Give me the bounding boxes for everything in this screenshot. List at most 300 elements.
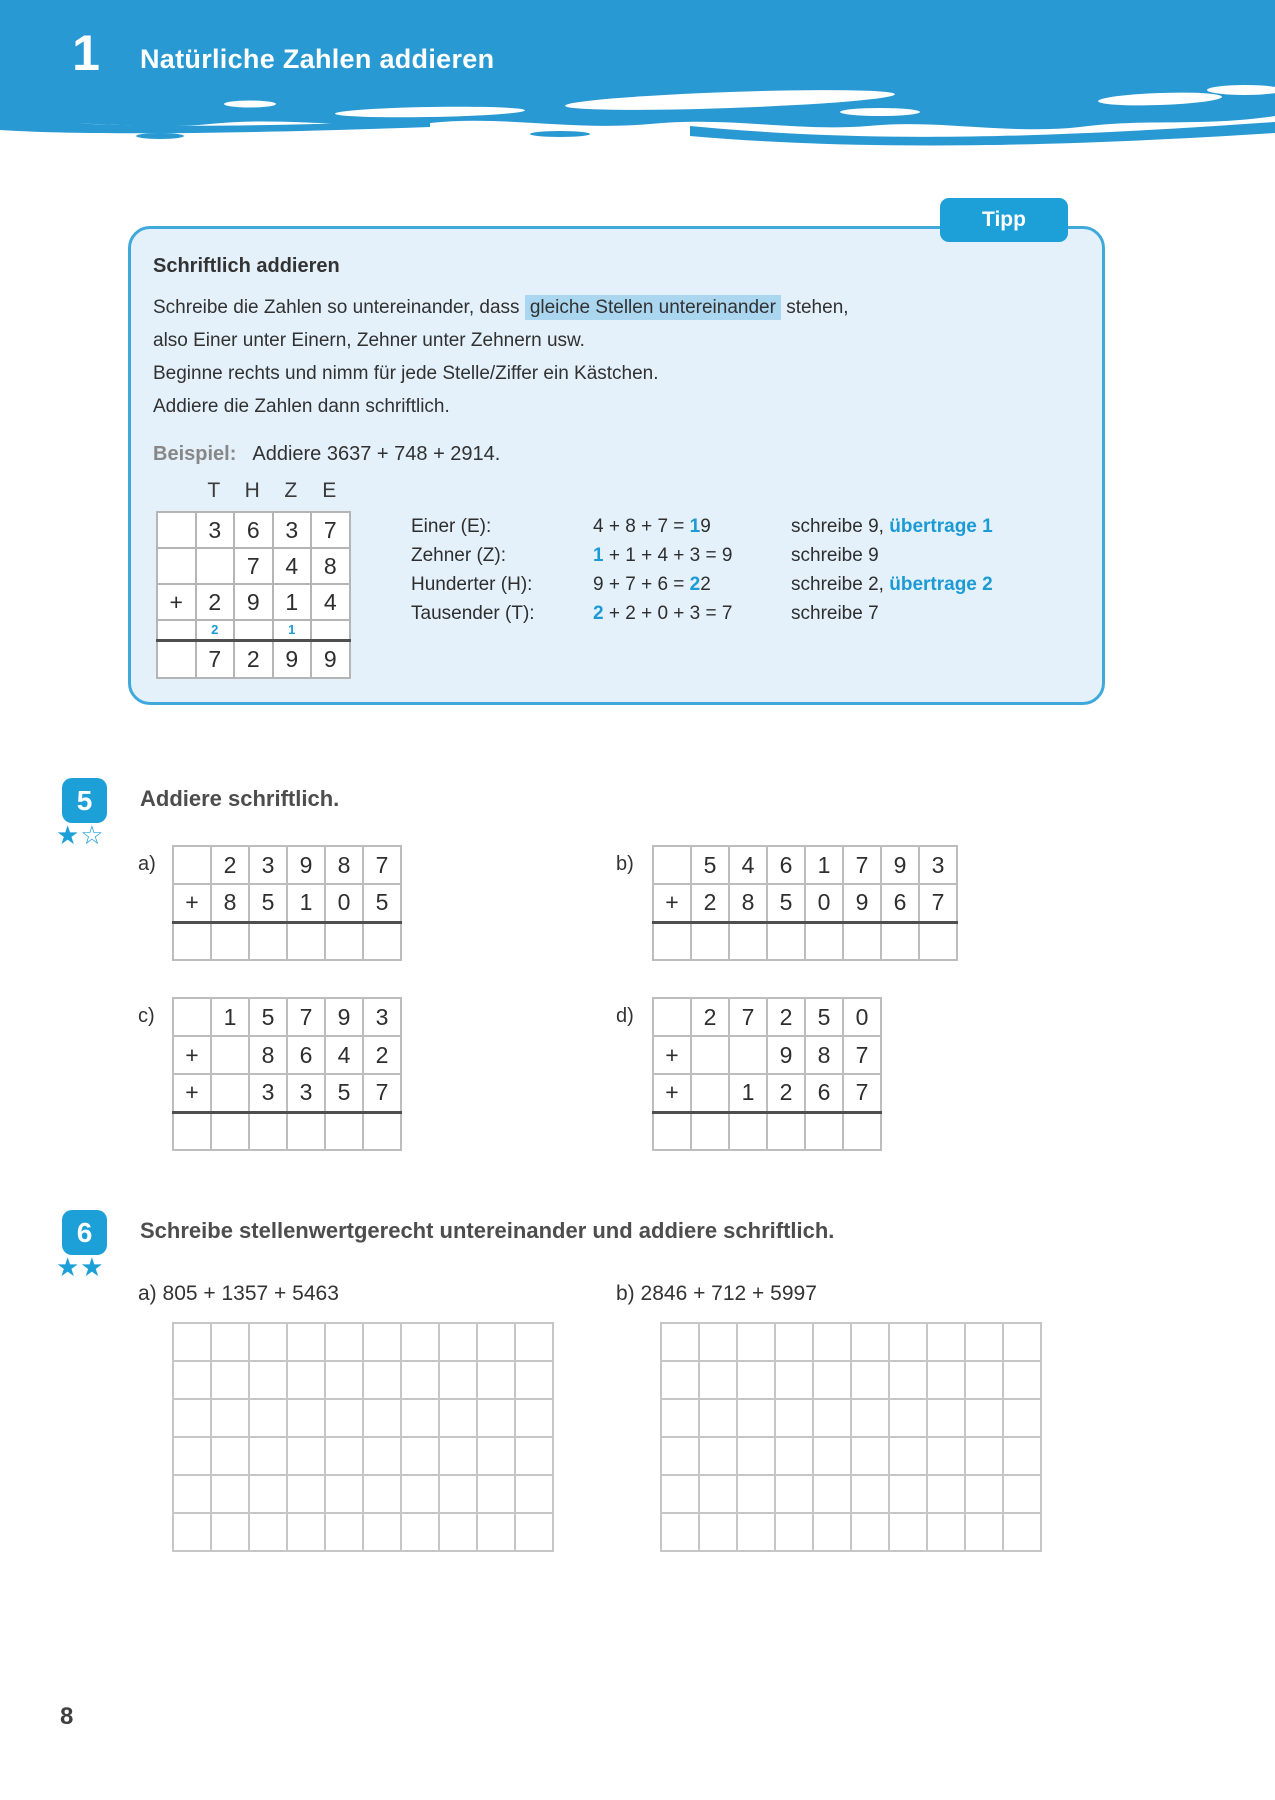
empty-cell [477,1475,515,1513]
empty-cell [889,1399,927,1437]
empty-cell [889,1323,927,1361]
example-digit-cell: 2 [234,640,273,678]
empty-cell [699,1361,737,1399]
empty-cell [401,1361,439,1399]
digit-cell: 6 [767,846,805,884]
empty-cell [325,1323,363,1361]
digit-cell: 5 [767,884,805,922]
empty-cell [1003,1323,1041,1361]
example-digit-cell: 7 [196,640,235,678]
digit-cell [729,922,767,960]
example-digit-cell [157,640,196,678]
place-header: H [244,479,260,502]
empty-cell [287,1513,325,1551]
example-digit-cell: 3 [196,512,235,548]
digit-cell: 2 [211,846,249,884]
tip-box [128,226,1105,705]
empty-cell [515,1323,553,1361]
expression-b: b) 2846 + 712 + 5997 [616,1282,817,1305]
empty-cell [287,1437,325,1475]
step-expression: 4 + 8 + 7 = 19 [593,515,711,537]
empty-cell [813,1437,851,1475]
step-note: schreibe 7 [791,602,879,624]
empty-cell [813,1361,851,1399]
digit-cell: 6 [287,1036,325,1074]
problem-label-c: c) [138,1005,155,1027]
empty-cell [401,1399,439,1437]
example-digit-cell: 4 [311,584,350,620]
empty-cell [1003,1437,1041,1475]
tip-line-1-post: stehen, [780,297,849,318]
digit-cell: 9 [881,846,919,884]
example-digit-cell [311,620,350,640]
empty-cell [477,1323,515,1361]
digit-cell [691,1036,729,1074]
empty-cell [439,1475,477,1513]
empty-cell [661,1437,699,1475]
empty-cell [515,1437,553,1475]
step-row-tausender [411,599,993,628]
step-expression: 1 + 1 + 4 + 3 = 9 [593,544,733,566]
empty-cell [927,1475,965,1513]
step-row-einer [411,512,993,541]
digit-cell: 0 [843,998,881,1036]
digit-cell: 7 [919,884,957,922]
empty-cell [775,1323,813,1361]
digit-cell: 8 [211,884,249,922]
empty-cell [737,1361,775,1399]
digit-cell: 7 [843,846,881,884]
digit-cell: 8 [249,1036,287,1074]
empty-cell [173,1399,211,1437]
empty-cell [927,1361,965,1399]
digit-cell: 2 [767,998,805,1036]
empty-cell [477,1399,515,1437]
empty-cell [363,1475,401,1513]
empty-cell [515,1475,553,1513]
digit-cell [211,1036,249,1074]
digit-cell: 1 [729,1074,767,1112]
empty-cell [737,1399,775,1437]
exercise5-grid [172,845,402,961]
digit-cell: 2 [363,1036,401,1074]
example-digit-cell [157,620,196,640]
empty-cell [515,1513,553,1551]
empty-cell [401,1475,439,1513]
digit-cell [805,1112,843,1150]
digit-cell [919,922,957,960]
empty-cell [661,1323,699,1361]
digit-cell [363,922,401,960]
task-5-difficulty-stars: ★☆ [56,820,105,850]
digit-cell [691,1112,729,1150]
digit-cell [211,1074,249,1112]
page-number: 8 [60,1703,74,1730]
example-digit-cell: + [157,584,196,620]
example-digit-cell: 2 [196,620,235,640]
exercise6-grid [660,1322,1042,1552]
example-digit-cell: 9 [234,584,273,620]
example-digit-cell: 9 [311,640,350,678]
digit-cell: + [173,1036,211,1074]
digit-cell [653,998,691,1036]
example-text: Addiere 3637 + 748 + 2914. [252,443,501,465]
empty-cell [439,1361,477,1399]
tip-line-4: Addiere die Zahlen dann schriftlich. [153,396,450,417]
empty-cell [401,1437,439,1475]
tip-line-1-pre: Schreibe die Zahlen so untereinander, dass [153,297,525,318]
digit-cell: 5 [805,998,843,1036]
highlighted-phrase: gleiche Stellen untereinander [525,295,781,320]
place-value-headers [156,479,349,503]
empty-cell [699,1323,737,1361]
expression-a: a) 805 + 1357 + 5463 [138,1282,339,1305]
digit-cell: 8 [729,884,767,922]
digit-cell: 6 [805,1074,843,1112]
digit-cell [211,922,249,960]
step-label: Tausender (T): [411,602,535,624]
empty-cell [737,1475,775,1513]
empty-cell [211,1513,249,1551]
empty-cell [851,1513,889,1551]
example-digit-cell: 6 [234,512,273,548]
example-digit-cell [157,512,196,548]
empty-cell [813,1475,851,1513]
empty-cell [173,1361,211,1399]
exercise6-grid [172,1322,554,1552]
tip-line-1 [153,291,849,324]
empty-cell [249,1323,287,1361]
example-line [153,443,500,466]
digit-cell: 7 [729,998,767,1036]
digit-cell: 9 [767,1036,805,1074]
step-label: Hunderter (H): [411,573,533,595]
problem-label-a: a) [138,853,156,875]
empty-cell [851,1437,889,1475]
digit-cell: 7 [843,1074,881,1112]
digit-cell [173,1112,211,1150]
digit-cell [691,922,729,960]
empty-cell [477,1361,515,1399]
empty-cell [737,1323,775,1361]
empty-cell [965,1399,1003,1437]
empty-cell [927,1399,965,1437]
example-digit-cell: 7 [311,512,350,548]
digit-cell: 4 [325,1036,363,1074]
example-digit-cell: 7 [234,548,273,584]
digit-cell [653,846,691,884]
digit-cell: 4 [729,846,767,884]
empty-cell [851,1399,889,1437]
digit-cell: 1 [805,846,843,884]
addition-problem-d [652,997,882,1151]
empty-cell [851,1475,889,1513]
exercise5-grid [652,997,882,1151]
empty-cell [813,1323,851,1361]
step-row-zehner [411,541,993,570]
digit-cell: 2 [691,998,729,1036]
chapter-number: 1 [72,25,100,81]
place-header: T [207,479,221,502]
tip-line-3: Beginne rechts und nimm für jede Stelle/Ziffer ein Kästchen. [153,363,659,384]
empty-cell [477,1513,515,1551]
digit-cell: + [653,1036,691,1074]
empty-cell [965,1361,1003,1399]
empty-cell [661,1361,699,1399]
empty-cell [249,1437,287,1475]
empty-cell [737,1513,775,1551]
empty-cell [211,1475,249,1513]
example-label: Beispiel: [153,443,237,465]
empty-cell [287,1399,325,1437]
empty-cell [1003,1475,1041,1513]
empty-cell [851,1323,889,1361]
digit-cell: 6 [881,884,919,922]
digit-cell [653,922,691,960]
empty-cell [439,1399,477,1437]
digit-cell: 9 [843,884,881,922]
example-digit-cell: 1 [273,584,312,620]
empty-cell [661,1513,699,1551]
digit-cell: 8 [325,846,363,884]
empty-cell [173,1437,211,1475]
working-grid-a [172,1322,554,1552]
empty-cell [699,1513,737,1551]
step-expression: 9 + 7 + 6 = 22 [593,573,711,595]
example-digit-cell: 8 [311,548,350,584]
digit-cell [653,1112,691,1150]
digit-cell: + [653,1074,691,1112]
digit-cell: 3 [249,846,287,884]
example-digit-cell: 1 [273,620,312,640]
digit-cell [767,922,805,960]
empty-cell [249,1475,287,1513]
digit-cell: 2 [691,884,729,922]
step-label: Zehner (Z): [411,544,507,566]
empty-cell [211,1361,249,1399]
empty-cell [661,1475,699,1513]
problem-label-d: d) [616,1005,634,1027]
step-expression: 2 + 2 + 0 + 3 = 7 [593,602,733,624]
example-digit-cell: 2 [196,584,235,620]
empty-cell [363,1437,401,1475]
digit-cell: 0 [805,884,843,922]
digit-cell: 3 [363,998,401,1036]
digit-cell: + [173,884,211,922]
task-5-badge: 5 [62,778,107,823]
empty-cell [515,1399,553,1437]
empty-cell [211,1323,249,1361]
empty-cell [813,1513,851,1551]
digit-cell: 9 [287,846,325,884]
empty-cell [775,1475,813,1513]
digit-cell [249,1112,287,1150]
empty-cell [363,1399,401,1437]
digit-cell: 5 [363,884,401,922]
empty-cell [249,1513,287,1551]
digit-cell: 5 [249,998,287,1036]
empty-cell [325,1513,363,1551]
empty-cell [1003,1399,1041,1437]
digit-cell [363,1112,401,1150]
digit-cell: 1 [211,998,249,1036]
empty-cell [439,1437,477,1475]
empty-cell [775,1399,813,1437]
exercise5-grid [172,997,402,1151]
digit-cell [843,922,881,960]
digit-cell [729,1112,767,1150]
empty-cell [1003,1361,1041,1399]
tip-line-2: also Einer unter Einern, Zehner unter Zehnern usw. [153,330,585,351]
digit-cell [173,846,211,884]
empty-cell [439,1323,477,1361]
empty-cell [699,1437,737,1475]
empty-cell [401,1513,439,1551]
empty-cell [325,1399,363,1437]
empty-cell [287,1361,325,1399]
digit-cell: 2 [767,1074,805,1112]
digit-cell [767,1112,805,1150]
addition-problem-a [172,845,402,961]
addition-problem-b [652,845,958,961]
empty-cell [211,1437,249,1475]
place-header: E [322,479,337,502]
empty-cell [173,1513,211,1551]
example-grid [156,511,351,679]
step-note: schreibe 2, übertrage 2 [791,573,993,595]
empty-cell [889,1361,927,1399]
empty-cell [287,1475,325,1513]
example-addition-table [156,511,351,679]
empty-cell [927,1437,965,1475]
digit-cell: 3 [249,1074,287,1112]
empty-cell [325,1361,363,1399]
digit-cell [173,922,211,960]
place-header-spacer [156,479,195,503]
empty-cell [813,1399,851,1437]
digit-cell: 8 [805,1036,843,1074]
digit-cell [805,922,843,960]
task-6-difficulty-stars: ★★ [56,1252,105,1282]
step-row-hunderter [411,570,993,599]
task-6-badge: 6 [62,1210,107,1255]
empty-cell [699,1475,737,1513]
empty-cell [775,1513,813,1551]
empty-cell [363,1323,401,1361]
empty-cell [889,1437,927,1475]
empty-cell [889,1513,927,1551]
digit-cell [325,922,363,960]
page-title: Natürliche Zahlen addieren [140,44,495,74]
example-digit-cell [196,548,235,584]
digit-cell [287,922,325,960]
digit-cell: 7 [287,998,325,1036]
digit-cell: 1 [287,884,325,922]
empty-cell [927,1323,965,1361]
digit-cell: 3 [287,1074,325,1112]
empty-cell [965,1475,1003,1513]
empty-cell [325,1437,363,1475]
empty-cell [211,1399,249,1437]
exercise5-grid [652,845,958,961]
empty-cell [173,1323,211,1361]
problem-label-b: b) [616,853,634,875]
digit-cell: 0 [325,884,363,922]
empty-cell [401,1323,439,1361]
digit-cell [881,922,919,960]
empty-cell [173,1475,211,1513]
digit-cell [249,922,287,960]
empty-cell [325,1475,363,1513]
empty-cell [287,1323,325,1361]
empty-cell [477,1437,515,1475]
digit-cell [287,1112,325,1150]
working-grid-b [660,1322,1042,1552]
digit-cell: 5 [691,846,729,884]
step-label: Einer (E): [411,515,492,537]
digit-cell [691,1074,729,1112]
tip-tab: Tipp [940,198,1068,242]
digit-cell: 7 [843,1036,881,1074]
addition-problem-c [172,997,402,1151]
step-note: schreibe 9, übertrage 1 [791,515,993,537]
digit-cell: 5 [325,1074,363,1112]
empty-cell [515,1361,553,1399]
digit-cell: 7 [363,846,401,884]
digit-cell: 3 [919,846,957,884]
step-note: schreibe 9 [791,544,879,566]
empty-cell [699,1399,737,1437]
calculation-steps [411,512,993,628]
header-brush-banner [0,0,1275,155]
empty-cell [851,1361,889,1399]
tip-title: Schriftlich addieren [153,255,340,277]
digit-cell: 7 [363,1074,401,1112]
tip-paragraph [153,291,849,423]
empty-cell [889,1475,927,1513]
empty-cell [927,1513,965,1551]
empty-cell [965,1323,1003,1361]
digit-cell [729,1036,767,1074]
task-6-title: Schreibe stellenwertgerecht untereinander und addiere schriftlich. [140,1218,835,1243]
digit-cell [211,1112,249,1150]
empty-cell [775,1437,813,1475]
example-digit-cell [234,620,273,640]
example-digit-cell: 9 [273,640,312,678]
digit-cell: + [173,1074,211,1112]
digit-cell [173,998,211,1036]
empty-cell [737,1437,775,1475]
example-digit-cell [157,548,196,584]
digit-cell [843,1112,881,1150]
empty-cell [1003,1513,1041,1551]
empty-cell [965,1513,1003,1551]
task-5-title: Addiere schriftlich. [140,786,340,811]
empty-cell [439,1513,477,1551]
digit-cell: 5 [249,884,287,922]
place-header: Z [284,479,298,502]
example-digit-cell: 4 [273,548,312,584]
empty-cell [775,1361,813,1399]
empty-cell [249,1361,287,1399]
empty-cell [249,1399,287,1437]
example-digit-cell: 3 [273,512,312,548]
empty-cell [363,1361,401,1399]
empty-cell [363,1513,401,1551]
digit-cell [325,1112,363,1150]
empty-cell [661,1399,699,1437]
digit-cell: + [653,884,691,922]
